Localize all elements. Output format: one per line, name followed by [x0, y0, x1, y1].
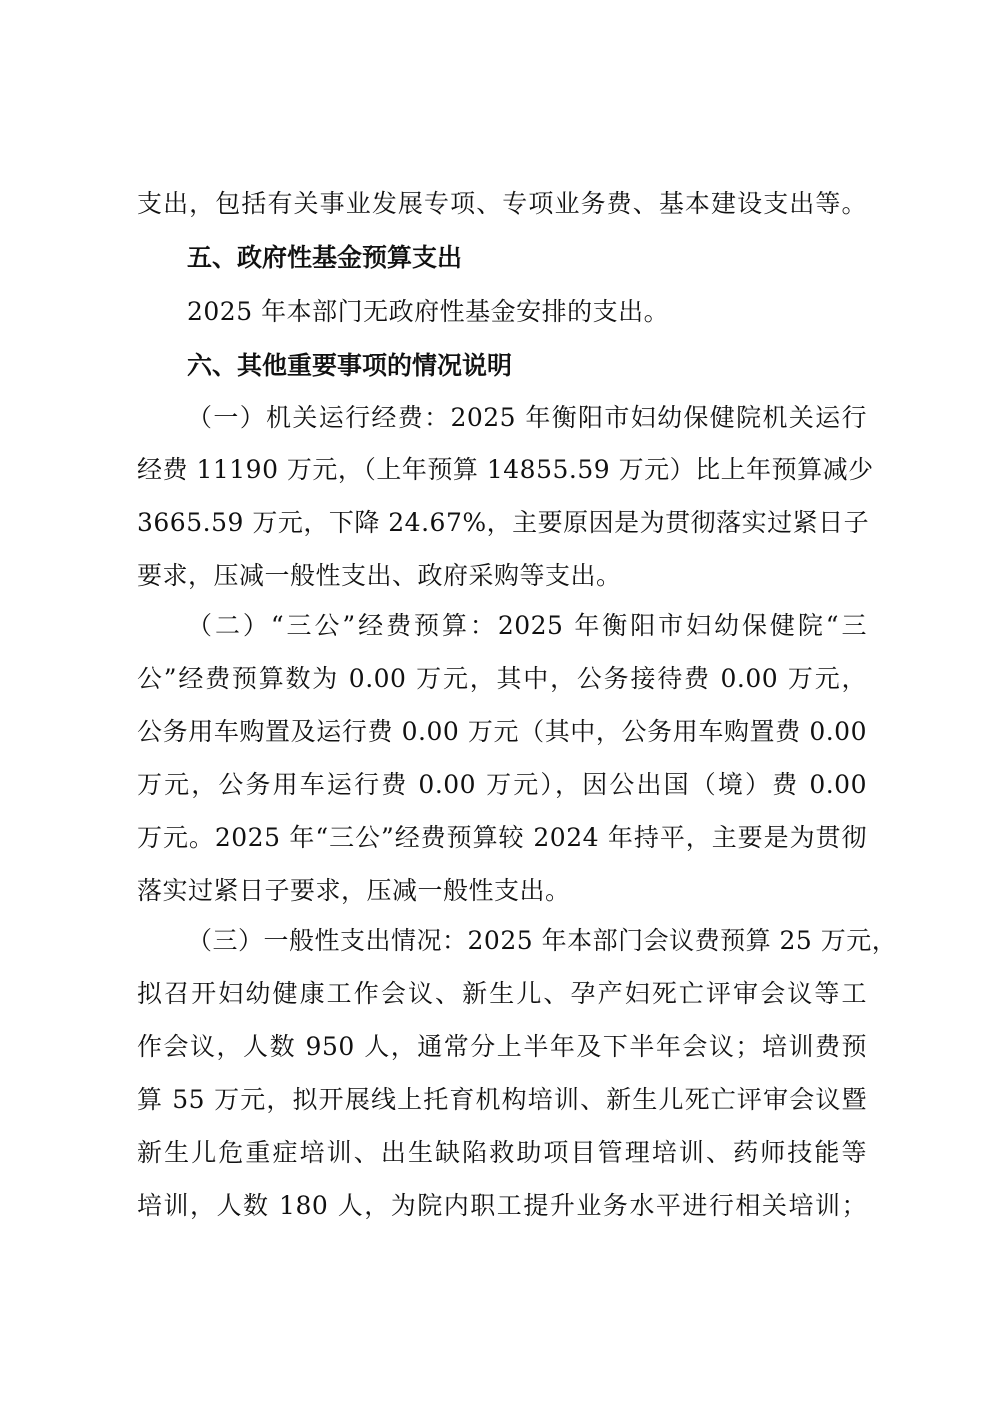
text-line-14: 拟召开妇幼健康工作会议、新生儿、孕产妇死亡评审会议等工: [137, 979, 867, 1008]
section-heading-6: 六、其他重要事项的情况说明: [187, 351, 513, 380]
text-line-15: 作会议，人数 950 人，通常分上半年及下半年会议；培训费预: [137, 1032, 867, 1061]
text-line-18: 培训，人数 180 人，为院内职工提升业务水平进行相关培训；: [137, 1191, 867, 1220]
text-line-3: （一）机关运行经费：2025 年衡阳市妇幼保健院机关运行: [187, 403, 867, 432]
text-line-9: 公务用车购置及运行费 0.00 万元（其中，公务用车购置费 0.00: [137, 717, 867, 746]
text-line-5: 3665.59 万元，下降 24.67%，主要原因是为贯彻落实过紧日子: [137, 508, 870, 537]
text-line-10: 万元，公务用车运行费 0.00 万元），因公出国（境）费 0.00: [137, 770, 867, 799]
section-heading-5: 五、政府性基金预算支出: [187, 243, 463, 272]
text-line-13: （三）一般性支出情况：2025 年本部门会议费预算 25 万元，: [187, 926, 898, 955]
text-line-11: 万元。2025 年“三公”经费预算较 2024 年持平，主要是为贯彻: [137, 823, 867, 852]
text-line-7: （二）“三公”经费预算：2025 年衡阳市妇幼保健院“三: [187, 611, 867, 640]
text-line-1: 支出，包括有关事业发展专项、专项业务费、基本建设支出等。: [137, 189, 867, 218]
text-line-12: 落实过紧日子要求，压减一般性支出。: [137, 876, 571, 905]
text-line-6: 要求，压减一般性支出、政府采购等支出。: [137, 561, 622, 590]
text-line-8: 公”经费预算数为 0.00 万元，其中，公务接待费 0.00 万元，: [137, 664, 867, 693]
text-line-16: 算 55 万元，拟开展线上托育机构培训、新生儿死亡评审会议暨: [137, 1085, 867, 1114]
text-line-4: 经费 11190 万元，（上年预算 14855.59 万元）比上年预算减少: [137, 455, 874, 484]
text-line-17: 新生儿危重症培训、出生缺陷救助项目管理培训、药师技能等: [137, 1138, 867, 1167]
text-line-2: 2025 年本部门无政府性基金安排的支出。: [187, 297, 670, 326]
